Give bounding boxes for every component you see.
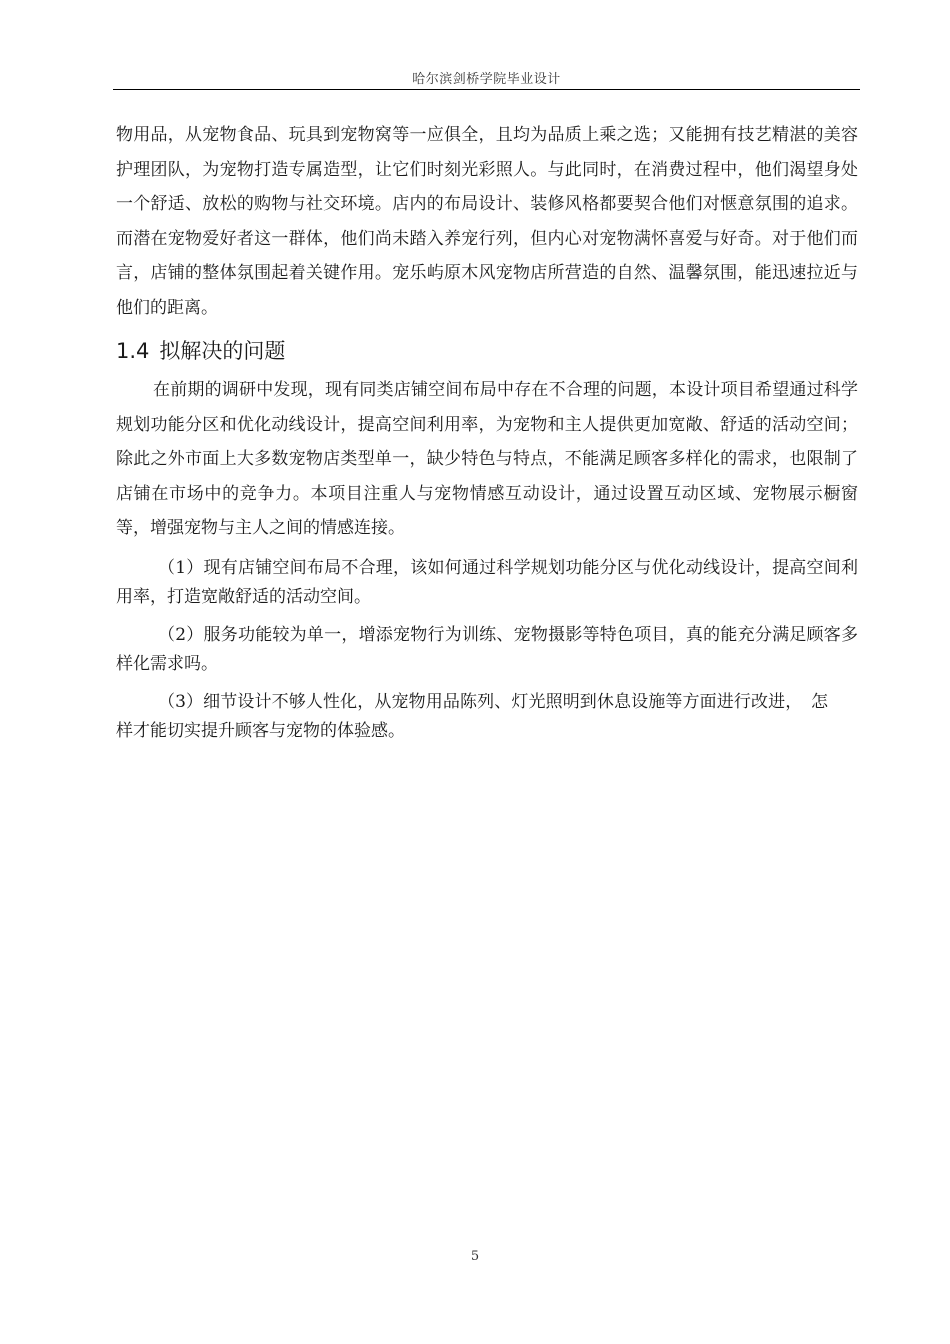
section-number: 1.4: [116, 339, 150, 363]
page-number: 5: [470, 1249, 480, 1264]
page-header: 哈尔滨剑桥学院毕业设计: [412, 72, 561, 87]
section-title: 拟解决的问题: [159, 339, 286, 363]
list-item: （1）现有店铺空间布局不合理，该如何通过科学规划功能分区与优化动线设计，提高空间利用率，打造宽敞舒适的活动空间。: [116, 557, 858, 607]
list-item: （2）服务功能较为单一，增添宠物行为训练、宠物摄影等特色项目，真的能充分满足顾客多样化需求吗。: [116, 624, 858, 674]
header-divider: [113, 89, 860, 90]
intro-paragraph: 物用品，从宠物食品、玩具到宠物窝等一应俱全，且均为品质上乘之选；又能拥有技艺精湛的美容护理团队，为宠物打造专属造型，让它们时刻光彩照人。与此同时，在消费过程中，他们渴望身处一个舒适、放松的购物与社交环境。店内的布局设计、装修风格都要契合他们对惬意氛围的追求。而潜在宠物爱好者这一群体，他们尚未踏入养宠行列，但内心对宠物满怀喜爱与好奇。对于他们而言，店铺的整体氛围起着关键作用。宠乐屿原木风宠物店所营造的自然、温馨氛围，能迅速拉近与他们的距离。: [116, 125, 858, 318]
section-heading: [116, 333, 858, 369]
list-item: （3）细节设计不够人性化，从宠物用品陈列、灯光照明到休息设施等方面进行改进， 怎样才能切实提升顾客与宠物的体验感。: [116, 691, 828, 741]
document-body: [116, 118, 858, 755]
section-paragraph: 在前期的调研中发现，现有同类店铺空间布局中存在不合理的问题，本设计项目希望通过科学规划功能分区和优化动线设计，提高空间利用率，为宠物和主人提供更加宽敞、舒适的活动空间；除此之外市面上大多数宠物店类型单一，缺少特色与特点，不能满足顾客多样化的需求，也限制了店铺在市场中的竞争力。本项目注重人与宠物情感互动设计，通过设置互动区域、宠物展示橱窗等，增强宠物与主人之间的情感连接。: [116, 380, 858, 538]
